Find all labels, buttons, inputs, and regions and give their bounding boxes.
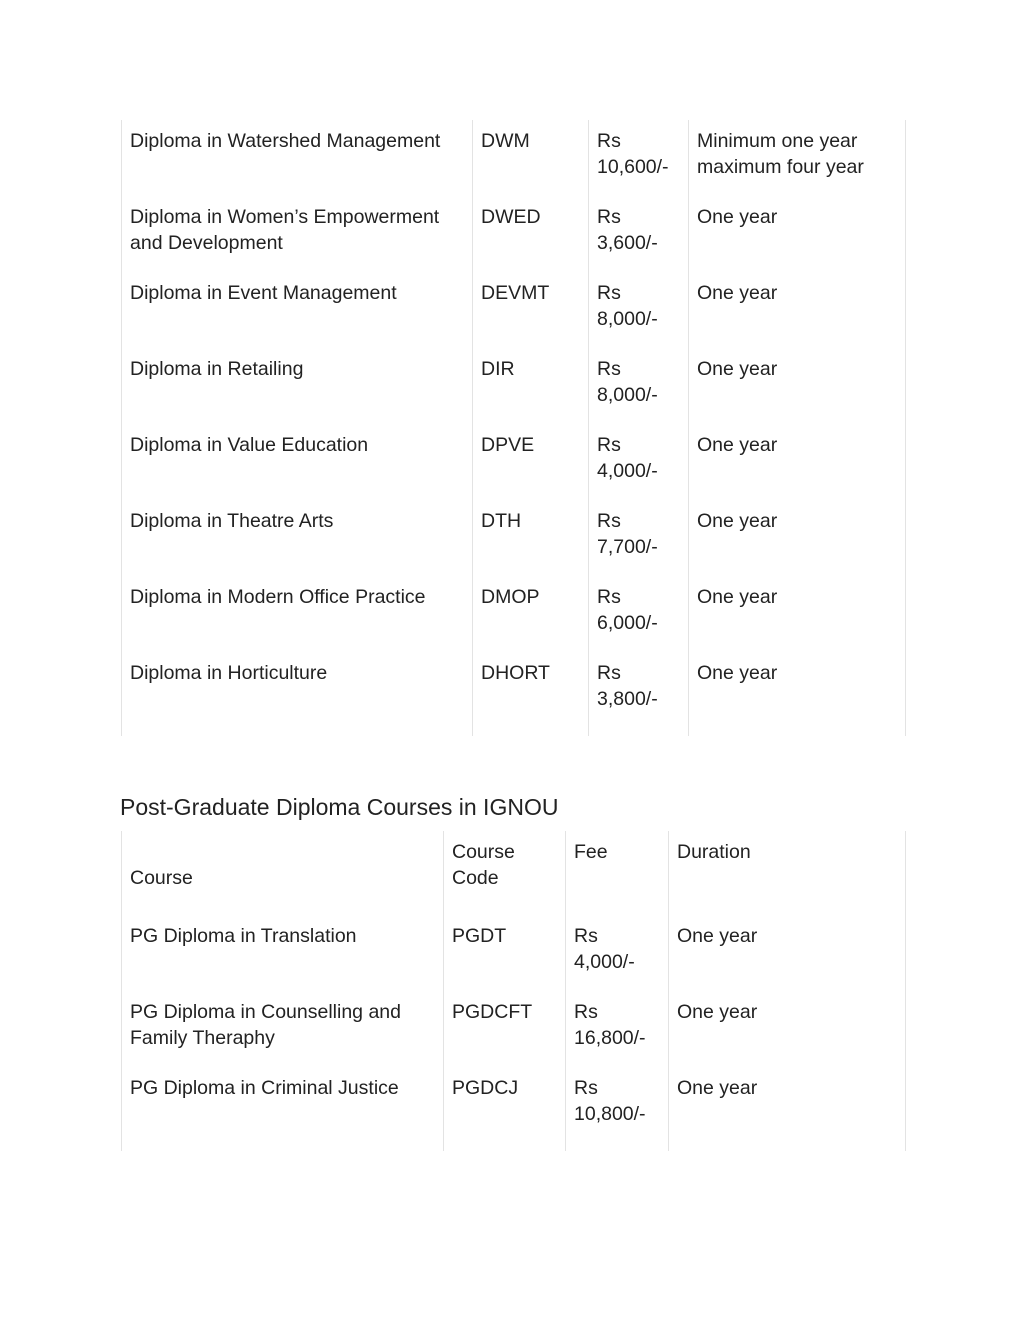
table-row <box>122 915 906 991</box>
course-name: Diploma in Event Management <box>122 272 473 348</box>
fee-prefix: Rs <box>574 1001 598 1023</box>
fee-amount: 4,000/- <box>597 460 658 482</box>
course-code: PGDCJ <box>444 1067 566 1151</box>
fee-prefix: Rs <box>597 586 621 608</box>
course-name: Diploma in Women’s Empowerment and Development <box>122 196 473 272</box>
diploma-courses-table <box>121 120 906 736</box>
course-name: Diploma in Theatre Arts <box>122 500 473 576</box>
table-row <box>122 576 906 652</box>
course-code: DWED <box>473 196 589 272</box>
course-duration: One year <box>689 424 906 500</box>
course-fee <box>589 120 689 196</box>
course-code: PGDCFT <box>444 991 566 1067</box>
course-duration: One year <box>689 348 906 424</box>
table-row <box>122 424 906 500</box>
course-code: DHORT <box>473 652 589 736</box>
fee-prefix: Rs <box>574 1077 598 1099</box>
pg-diploma-courses-table <box>121 831 906 1151</box>
table-row <box>122 120 906 196</box>
course-name: Diploma in Horticulture <box>122 652 473 736</box>
table-row <box>122 196 906 272</box>
course-name: PG Diploma in Translation <box>122 915 444 991</box>
course-duration: One year <box>669 1067 906 1151</box>
course-name: Diploma in Watershed Management <box>122 120 473 196</box>
course-fee <box>589 652 689 736</box>
section-heading: Post-Graduate Diploma Courses in IGNOU <box>120 794 559 820</box>
fee-prefix: Rs <box>597 358 621 380</box>
table-header-row <box>122 831 906 915</box>
course-code: DPVE <box>473 424 589 500</box>
course-duration: Minimum one year maximum four year <box>689 120 906 196</box>
column-header-code: Course Code <box>444 831 566 915</box>
course-code: DWM <box>473 120 589 196</box>
course-fee <box>589 196 689 272</box>
fee-amount: 10,600/- <box>597 156 669 178</box>
fee-amount: 4,000/- <box>574 951 635 973</box>
table-row <box>122 652 906 736</box>
fee-amount: 7,700/- <box>597 536 658 558</box>
table-row <box>122 348 906 424</box>
course-duration: One year <box>689 500 906 576</box>
course-name: Diploma in Retailing <box>122 348 473 424</box>
course-fee <box>566 991 669 1067</box>
course-duration: One year <box>689 272 906 348</box>
course-code: DEVMT <box>473 272 589 348</box>
course-duration: One year <box>669 915 906 991</box>
fee-prefix: Rs <box>597 434 621 456</box>
table-row <box>122 1067 906 1151</box>
course-duration: One year <box>689 576 906 652</box>
course-fee <box>589 424 689 500</box>
fee-amount: 3,800/- <box>597 688 658 710</box>
course-duration: One year <box>689 652 906 736</box>
course-name: Diploma in Value Education <box>122 424 473 500</box>
table-row <box>122 272 906 348</box>
fee-prefix: Rs <box>597 662 621 684</box>
course-code: DTH <box>473 500 589 576</box>
column-header-course: Course <box>122 831 444 915</box>
fee-amount: 10,800/- <box>574 1103 646 1125</box>
course-duration: One year <box>689 196 906 272</box>
course-code: DMOP <box>473 576 589 652</box>
course-code: DIR <box>473 348 589 424</box>
fee-amount: 3,600/- <box>597 232 658 254</box>
fee-prefix: Rs <box>597 282 621 304</box>
fee-amount: 8,000/- <box>597 308 658 330</box>
course-code: PGDT <box>444 915 566 991</box>
course-name: Diploma in Modern Office Practice <box>122 576 473 652</box>
course-fee <box>589 576 689 652</box>
fee-prefix: Rs <box>574 925 598 947</box>
table-row <box>122 500 906 576</box>
column-header-fee: Fee <box>566 831 669 915</box>
table-row <box>122 991 906 1067</box>
course-fee <box>589 272 689 348</box>
fee-prefix: Rs <box>597 510 621 532</box>
fee-prefix: Rs <box>597 206 621 228</box>
fee-amount: 6,000/- <box>597 612 658 634</box>
course-name: PG Diploma in Criminal Justice <box>122 1067 444 1151</box>
course-fee <box>566 1067 669 1151</box>
course-duration: One year <box>669 991 906 1067</box>
course-name: PG Diploma in Counselling and Family Theraphy <box>122 991 444 1067</box>
fee-amount: 16,800/- <box>574 1027 646 1049</box>
course-fee <box>589 500 689 576</box>
course-fee <box>566 915 669 991</box>
fee-prefix: Rs <box>597 130 621 152</box>
column-header-duration: Duration <box>669 831 906 915</box>
fee-amount: 8,000/- <box>597 384 658 406</box>
course-fee <box>589 348 689 424</box>
